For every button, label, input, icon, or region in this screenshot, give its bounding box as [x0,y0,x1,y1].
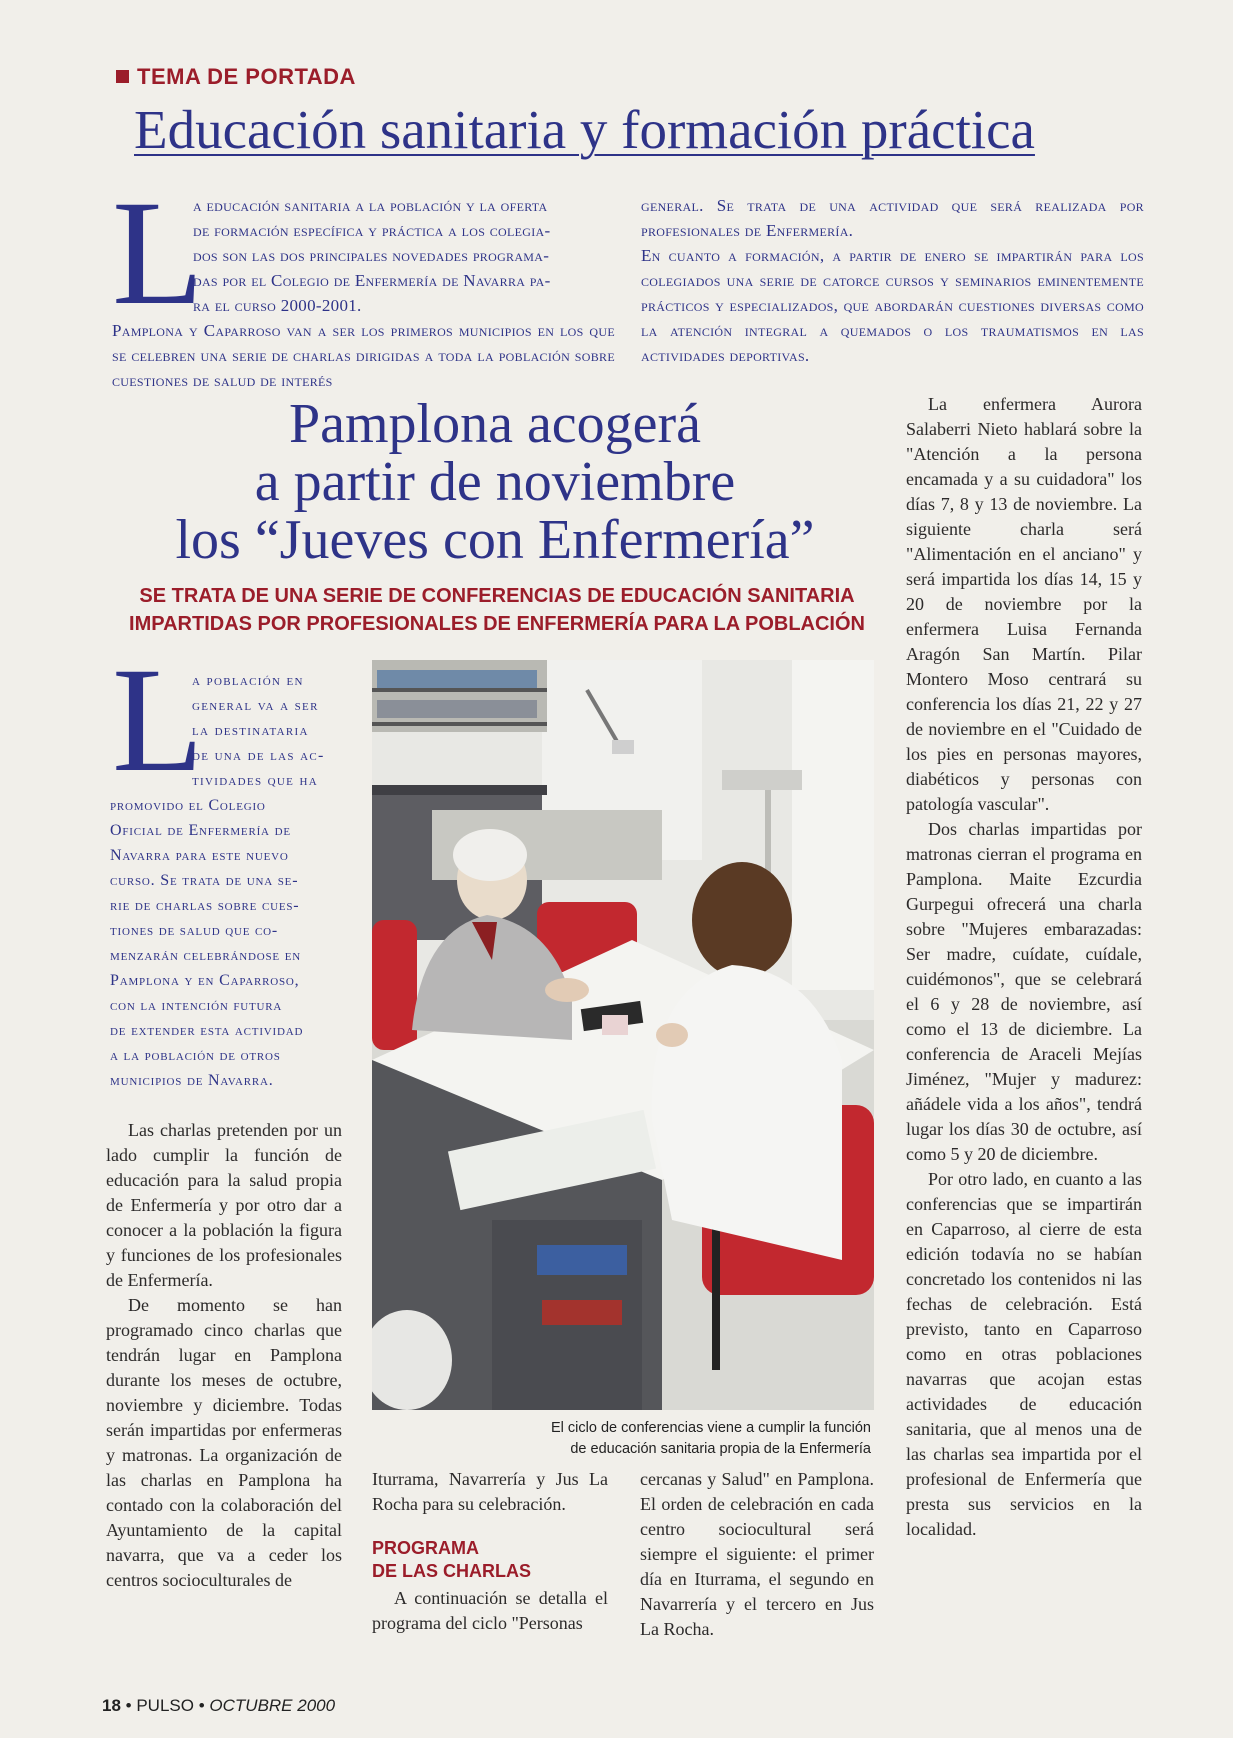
col1-paragraph-1: Las charlas pretenden por un lado cumplir la función de educación para la salud propia de Enfermería y por otro dar a conocer a la población la figura y funciones de los profesionales de Enfermería. [106,1120,342,1290]
intro-col2 [641,193,1144,368]
column-1-body [106,1118,342,1593]
col1-paragraph-2: De momento se han programado cinco charlas que tendrán lugar en Pamplona durante los meses de octubre, noviembre y diciembre. Todas serán impartidas por enfermeras y matronas. La organización de las charlas en Pamplona ha contado con la colaboración del Ayuntamiento de la capital navarra, que va a ceder los centros socioculturales de [106,1295,342,1590]
page-footer [102,1696,335,1716]
section-tag [116,64,356,90]
lead-dropcap: L [112,637,204,803]
column-2-body [372,1467,608,1636]
col4-paragraph-3: Por otro lado, en cuanto a las conferencias que se impartirán en Caparroso, al cierre de esta edición todavía no se habían concretado los contenidos ni las fechas de celebración. Está previsto, tanto en Caparroso como en otras poblaciones navarras que acojan estas actividades de educación sanitaria, que al menos una de las charlas sea impartida por el profesional de Enfermería que presta sus servicios en la localidad. [906,1169,1142,1539]
issue-date: OCTUBRE 2000 [209,1696,336,1715]
headline-line1: Pamplona acogerá [288,393,702,455]
square-bullet-icon [116,70,129,83]
lead-lines-dropcap: a población en general va a ser la destinataria de una de las ac- tividades que ha [192,672,325,789]
intro-col2-p2: En cuanto a formación, a partir de enero se impartirán para los colegiados una serie de catorce cursos y seminarios eminentemente prácticos y especializados, que abordarán cuestiones diversas como la atención integral a quemados o los traumatismos en las actividades deportivas. [641,246,1144,365]
headline-line2: a partir de noviembre [254,451,736,513]
headline-line3: los “Jueves con Enfermería” [175,509,815,571]
column-3-body [640,1467,874,1642]
nurse-consultation-illustration [372,660,874,1410]
intro-lines-dropcap: a educación sanitaria a la población y la oferta de formación específica y práctica a los colegia- dos son las dos principales novedades programa- das por el Colegio de Enfermería de Navarra pa- ra el curso 2000-2001. [193,196,551,315]
footer-separator: • [198,1696,205,1715]
article-photo [372,660,874,1410]
col3-paragraph-1: cercanas y Salud" en Pamplona. El orden de celebración en cada centro sociocultural será siempre el siguiente: el primer día en Iturrama, el segundo en Navarrería y el tercero en Jus La Rocha. [640,1469,874,1639]
headline [100,395,890,569]
col2-paragraph-1: Iturrama, Navarrería y Jus La Rocha para su celebración. [372,1469,608,1514]
col4-paragraph-2: Dos charlas impartidas por matronas cierran el programa en Pamplona. Maite Ezcurdia Gurpegui ofrecerá una charla sobre "Mujeres embarazadas: Ser madre, cuídate, cuídale, cuidémonos", que se celebrará el 6 y 28 de noviembre, así como el 13 de diciembre. La conferencia de Araceli Mejías Jiménez, "Mujer y madurez: añádele vida a los años", tendrá lugar los días 30 de octubre, así como 5 y 20 de diciembre. [906,819,1142,1164]
intro-col2-p1: general. Se trata de una actividad que será realizada por profesionales de Enfermería. [641,196,1144,240]
photo-caption: El ciclo de conferencias viene a cumplir la función de educación sanitaria propia de la Enfermería [551,1420,871,1457]
magazine-name: PULSO [136,1696,194,1715]
intro-col1-rest: Pamplona y Caparroso van a ser los primeros municipios en los que se celebren una serie de charlas dirigidas a toda la población sobre cuestiones de salud de interés [112,321,615,390]
column-4-body [906,392,1142,1542]
intro-dropcap: L [112,170,204,336]
main-title: Educación sanitaria y formación práctica [134,99,1035,160]
col4-paragraph-1: La enfermera Aurora Salaberri Nieto hablará sobre la "Atención a la persona encamada y a su cuidadora" los días 7, 8 y 13 de noviembre. La siguiente charla será "Alimentación en el anciano" y será impartida los días 14, 15 y 20 de noviembre por la enfermera Luisa Fernanda Aragón San Martín. Pilar Montero Moso centrará su conferencia los días 21, 22 y 27 de noviembre en el "Cuidado de los pies en personas mayores, diabéticos y personas con patología vascular". [906,394,1142,814]
subhead: SE TRATA DE UNA SERIE DE CONFERENCIAS DE EDUCACIÓN SANITARIA IMPARTIDAS POR PROFESIONALES DE ENFERMERÍA PARA LA POBLACIÓN [129,585,865,635]
footer-separator: • [125,1696,132,1715]
col2-paragraph-2: A continuación se detalla el programa del ciclo "Personas [372,1588,608,1633]
page-number: 18 [102,1696,121,1715]
lead-lines-rest: promovido el Colegio Oficial de Enfermería de Navarra para este nuevo curso. Se trata de una se- rie de charlas sobre cues- tiones de salud que co- menzarán celebrándose en Pamplona y en Caparroso, con la intención futura de extender esta actividad a la población de otros municipios de Navarra. [110,797,304,1089]
section-tag-label: TEMA DE PORTADA [137,64,356,89]
program-heading: PROGRAMA DE LAS CHARLAS [372,1538,532,1581]
